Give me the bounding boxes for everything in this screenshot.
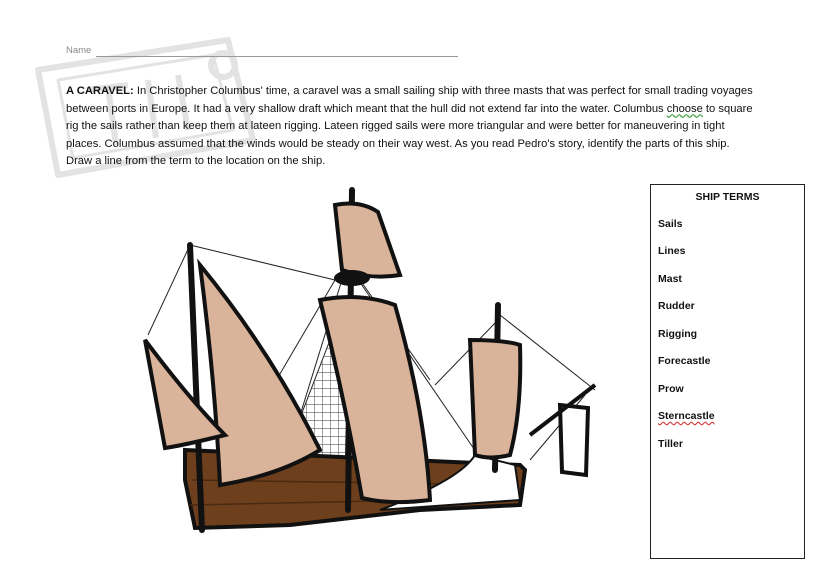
intro-text-flagged-word: choose — [666, 102, 703, 115]
term-sterncastle: Sterncastle — [658, 410, 715, 422]
intro-paragraph — [66, 83, 756, 171]
fore-sail — [200, 265, 320, 485]
mizzen-sail — [470, 340, 520, 458]
main-topsail — [335, 204, 400, 277]
term-tiller: Tiller — [658, 438, 683, 450]
term-rigging: Rigging — [658, 328, 698, 340]
ship-terms-box — [650, 184, 805, 559]
name-field[interactable] — [96, 56, 458, 57]
term-mast: Mast — [658, 273, 682, 285]
term-forecastle: Forecastle — [658, 355, 711, 367]
term-sails: Sails — [658, 218, 683, 230]
name-label: Name — [66, 45, 92, 56]
intro-text-1: In Christopher Columbus' time, a caravel was a small sailing ship with three masts that was perfect for small trading voyages between ports in Europe. It had a very shallow draft which meant that the hull did not extend far into the water. Columbus — [66, 85, 753, 115]
term-prow: Prow — [658, 383, 684, 395]
intro-text-2: to square rig the sails rather than keep them at lateen rigging. Lateen rigged sails were more triangular and were better for maneuvering in tight places. Columbus assumed that the winds would be steady on their way west. As you read Pedro's story, identify the parts of this ship. Draw a line from the term to the location on the ship. — [66, 102, 753, 168]
term-lines: Lines — [658, 245, 686, 257]
caravel-ship-illustration — [130, 180, 610, 540]
intro-heading: A CARAVEL: — [66, 85, 134, 97]
sterncastle-flag — [560, 405, 588, 475]
crows-nest — [334, 270, 370, 286]
term-rudder: Rudder — [658, 300, 695, 312]
ship-terms-title: SHIP TERMS — [695, 191, 760, 203]
